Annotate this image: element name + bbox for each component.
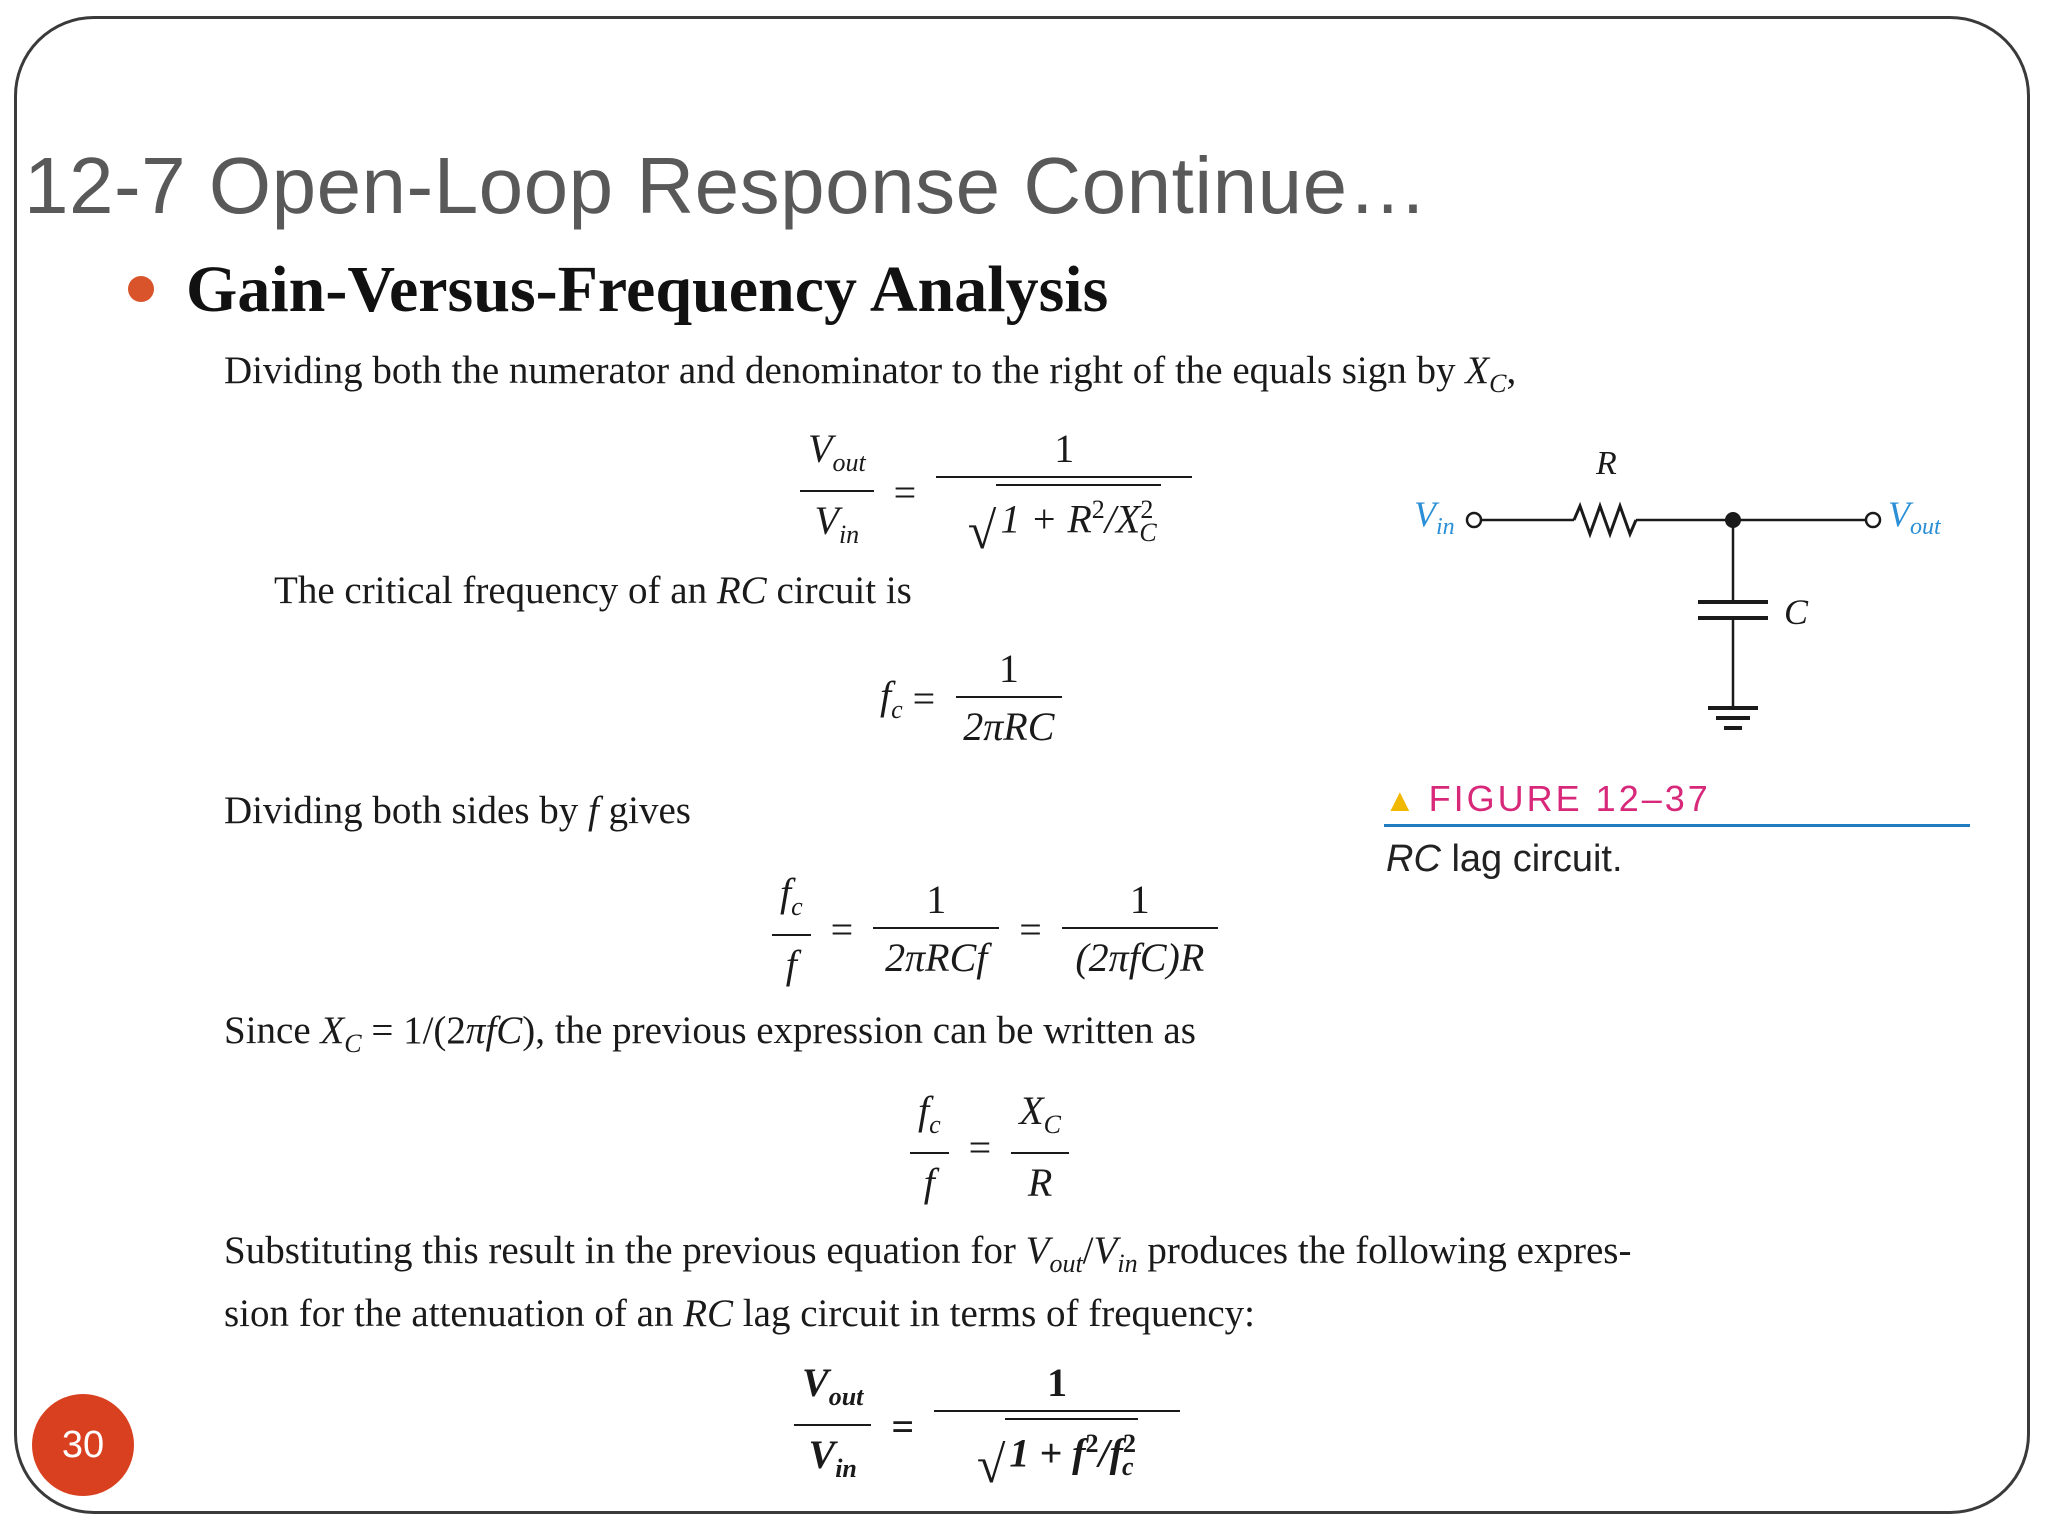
resistor-symbol [1574,506,1636,534]
eq1-lhs-num-sub: out [832,448,866,478]
paragraph-2 [274,566,912,616]
eq4-lhs-num-sub: c [929,1110,941,1139]
paragraph-5-slash: / [1082,1229,1094,1272]
eq3-lhs [772,870,811,988]
eq2-equals: = [912,675,936,721]
eq4-rhs [1011,1088,1069,1206]
eq5-rhs-den-a: 1 + f [1009,1430,1086,1476]
eq4-lhs-den: f [923,1160,935,1205]
eq1-rhs-den-a: 1 + R [1000,496,1092,542]
eq1-rhs-den-sup: 2 [1091,495,1105,524]
equation-1 [790,426,1202,561]
paragraph-1-var: X [1465,349,1490,392]
rc-lag-circuit-diagram [1400,440,1980,760]
eq5-equals: = [891,1403,915,1449]
eq3-mid-num: 1 [873,877,999,929]
eq4-rhs-den: R [1027,1160,1053,1205]
r-label: R [1596,445,1617,482]
figure-label-text: FIGURE 12–37 [1428,778,1711,819]
eq4-lhs [910,1088,949,1206]
bullet-dot-icon [128,276,154,302]
figure-caption-text: lag circuit. [1440,838,1623,880]
paragraph-4-expr: πfC [465,1009,523,1052]
paragraph-4-text: Since [224,1009,321,1052]
page-number-badge: 30 [32,1394,134,1496]
vout-terminal [1866,513,1880,527]
eq3-lhs-den: f [785,942,797,987]
equation-4 [900,1088,1079,1206]
eq1-rhs-num: 1 [936,426,1192,478]
eq3-lhs-num-sub: c [791,892,803,921]
paragraph-5-line-2 [224,1289,1631,1339]
paragraph-5-text-2: sion for the attenuation of an [224,1291,684,1335]
paragraph-5-v2: V [1093,1229,1118,1272]
eq5-lhs-num: V [802,1360,829,1406]
eq3-equals-1: = [830,906,854,952]
paragraph-5-text-2-end: lag circuit in terms of frequency: [733,1291,1256,1335]
paragraph-1 [224,346,1516,409]
vin-terminal [1467,513,1481,527]
paragraph-1-sub: C [1489,368,1507,398]
eq3-mid [873,877,999,981]
eq5-sqrt: √ $1 + f^2/f^2_c$ [977,1418,1138,1489]
paragraph-3-var: f [588,789,599,832]
eq3-rhs-den: (2πfC)R [1075,935,1205,980]
eq3-equals-2: = [1019,906,1042,952]
eq5-rhs-den-sub2: c [1121,1452,1134,1482]
eq2-rhs [955,646,1062,750]
bullet-heading: Gain-Versus-Frequency Analysis [186,253,1109,326]
paragraph-5 [224,1226,1631,1339]
figure-caption [1386,838,1623,881]
eq5-lhs-den: V [808,1432,836,1478]
paragraph-5-v2-sub: in [1117,1248,1138,1278]
vin-label: $V_{in}$ [1414,494,1455,540]
equation-3 [762,870,1228,988]
eq3-mid-den: 2πRCf [885,935,988,980]
eq5-lhs [794,1360,871,1492]
paragraph-4-var: X [320,1009,345,1052]
paragraph-3-end: gives [598,789,691,832]
paragraph-4 [224,1006,1196,1069]
eq3-rhs [1062,877,1218,981]
paragraph-5-v1-sub: out [1049,1248,1083,1278]
eq5-rhs-num: 1 [934,1360,1180,1412]
eq5-rhs [934,1360,1180,1495]
paragraph-2-var: RC [716,569,767,612]
eq4-equals: = [968,1124,992,1170]
eq3-lhs-num: f [780,870,792,915]
eq4-lhs-num: f [918,1088,930,1133]
paragraph-5-v1: V [1025,1229,1050,1272]
eq1-lhs-num: V [808,426,833,472]
eq5-lhs-num-sub: out [828,1382,864,1412]
eq1-rhs-den-sup2: 2 [1140,495,1154,524]
eq1-rhs-den-b: /X [1104,496,1141,542]
paragraph-5-text-1: Substituting this result in the previous equation for [224,1229,1026,1272]
paragraph-3 [224,786,691,836]
eq1-lhs-den-sub: in [838,520,860,550]
figure-label [1384,778,1970,827]
eq1-equals: = [893,469,917,515]
vout-label: $V_{out}$ [1888,494,1941,540]
eq1-lhs [800,426,874,558]
eq2-lhs-sub: c [891,694,903,724]
eq2-lhs: f [880,672,892,718]
eq1-rhs [936,426,1192,561]
eq5-lhs-den-sub: in [835,1454,857,1484]
paragraph-4-sub: C [344,1028,362,1058]
paragraph-2-text: The critical frequency of an [274,569,717,612]
eq1-lhs-den: V [814,498,839,544]
equation-5 [784,1360,1190,1495]
paragraph-2-end: circuit is [766,569,912,612]
eq3-rhs-num: 1 [1062,877,1218,929]
eq5-rhs-den-b: /f [1098,1430,1123,1476]
triangle-icon: ▲ [1384,782,1419,818]
eq5-rhs-den-sup: 2 [1085,1429,1099,1458]
eq5-rhs-den-sup2: 2 [1122,1429,1136,1458]
paragraph-3-text: Dividing both sides by [224,789,589,832]
figure-caption-var: RC [1386,838,1441,880]
paragraph-4-end: ), the previous expression can be written as [522,1009,1196,1052]
eq1-rhs-den-sub2: C [1139,518,1157,548]
eq4-rhs-num-sub: C [1043,1110,1062,1139]
paragraph-5-line-1 [224,1226,1631,1289]
equation-2 [880,646,1072,750]
paragraph-4-mid: = 1/(2 [361,1009,466,1052]
paragraph-1-text: Dividing both the numerator and denominator to the right of the equals sign by [224,349,1466,392]
slide-title: 12-7 Open-Loop Response Continue… [24,141,1429,230]
eq1-sqrt: √ $1 + R^2/X^2_C$ [968,484,1161,555]
eq2-num: 1 [956,646,1062,698]
c-label: C [1784,592,1809,632]
eq2-den: 2πRC [963,704,1055,749]
paragraph-5-var: RC [683,1291,734,1335]
paragraph-1-end: , [1506,349,1517,392]
paragraph-5-text-1-end: produces the following expres- [1137,1229,1632,1272]
eq4-rhs-num: X [1019,1088,1044,1133]
